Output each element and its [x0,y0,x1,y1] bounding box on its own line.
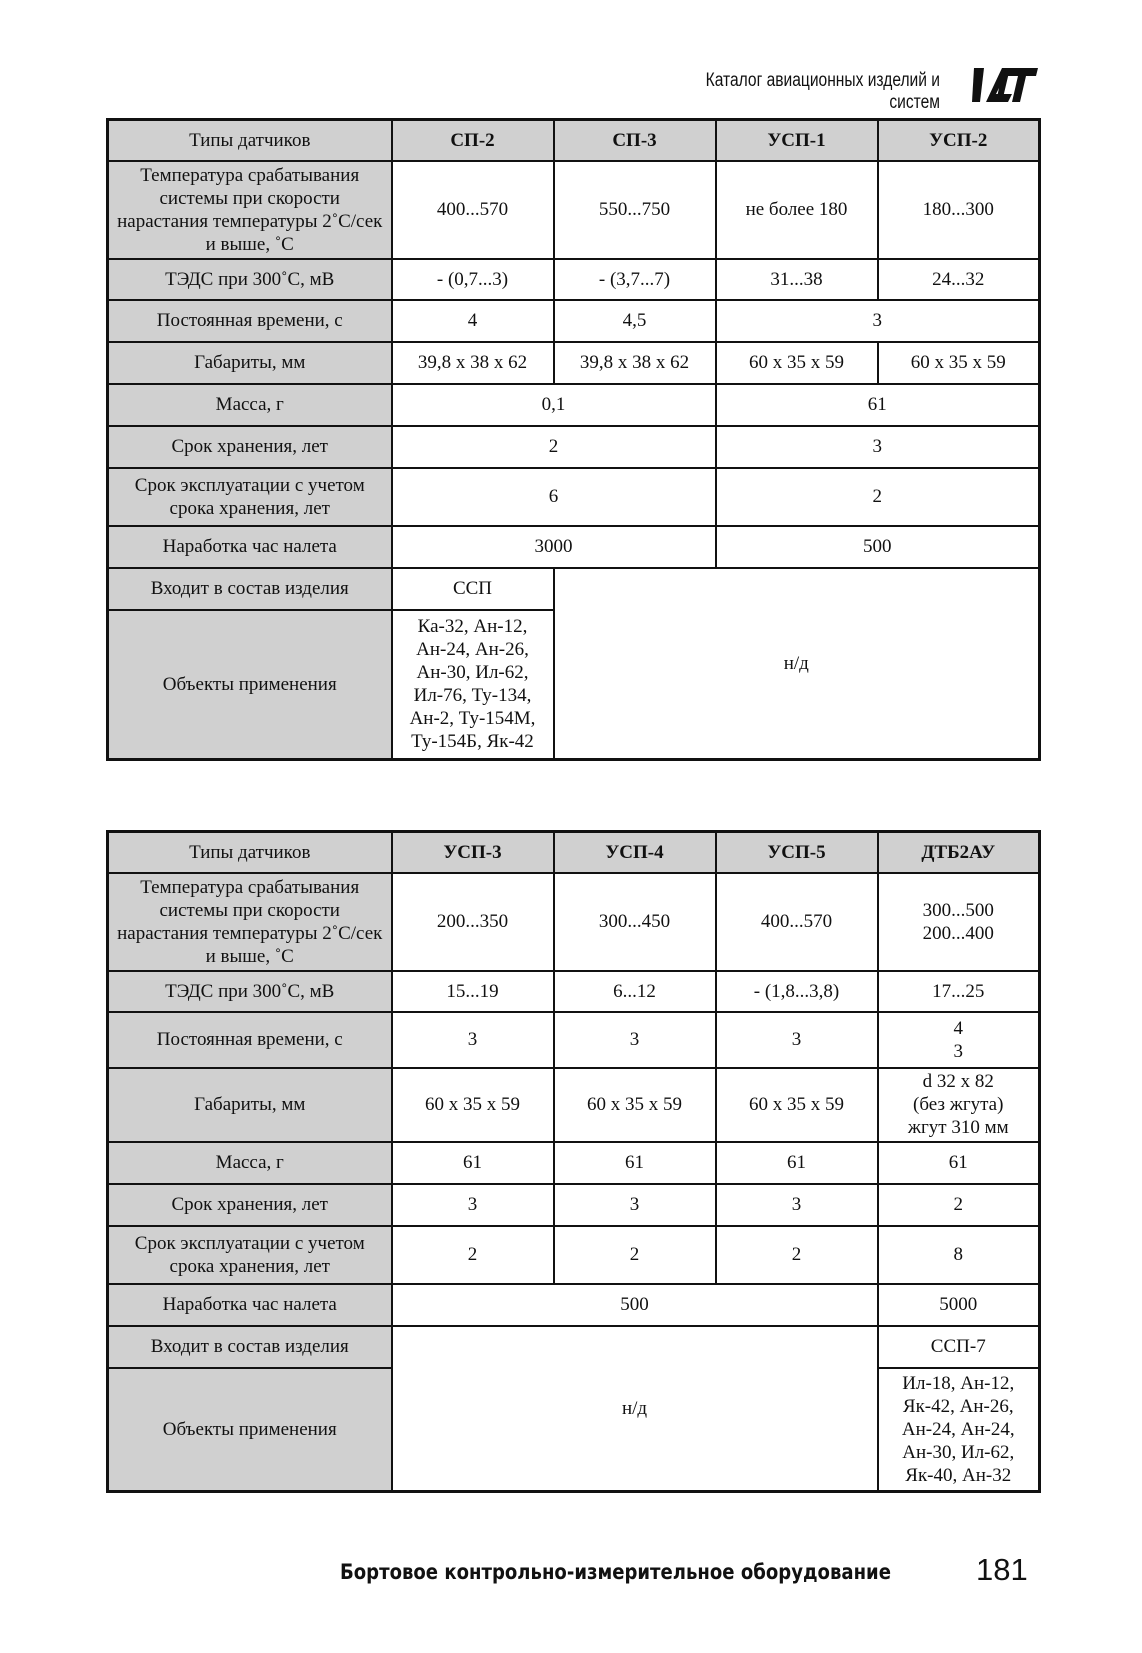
table-row [108,426,1040,468]
app-line: Ан-24, Ан-26, [416,639,529,661]
table-row [108,384,1040,426]
table-cell: 15...19 [392,971,554,1012]
table-cell: 60 x 35 x 59 [716,342,878,384]
table-cell: 6 [392,468,716,526]
table-cell: 2 [392,1226,554,1284]
app-line: Ан-30, Ил-62, [416,662,529,684]
cell-line: d 32 x 82 [922,1071,994,1092]
cell-line: жгут 310 мм [907,1117,1009,1138]
table-cell: 3 [716,1012,878,1068]
page-number: 181 [976,1552,1028,1587]
table-cell [878,873,1040,971]
app-line: Як-40, Ан-32 [905,1464,1012,1486]
table-cell: 2 [716,468,1040,526]
app-line: Ту-154Б, Як-42 [411,731,534,753]
table-cell: 3 [554,1184,716,1226]
table-cell: 500 [392,1284,878,1326]
row-label: Объекты применения [108,1368,392,1492]
table-row [108,342,1040,384]
sensor-table-2 [106,830,1041,1493]
table-row [108,1142,1040,1184]
row-label: Масса, г [108,1142,392,1184]
table-cell: 61 [878,1142,1040,1184]
row-label: Наработка час налета [108,1284,392,1326]
row-label: Постоянная времени, с [108,300,392,342]
table-cell: 3000 [392,526,716,568]
table-cell [878,1012,1040,1068]
table-cell: 2 [716,1226,878,1284]
table-cell: 61 [554,1142,716,1184]
table-cell: 500 [716,526,1040,568]
table-cell: 2 [554,1226,716,1284]
row-label: Постоянная времени, с [108,1012,392,1068]
row-label: Температура срабатывания системы при скорости нарастания температуры 2˚С/сек и выше, ˚С [108,873,392,971]
table-cell: - (1,8...3,8) [716,971,878,1012]
table-cell: 3 [554,1012,716,1068]
row-label: Срок хранения, лет [108,426,392,468]
table-cell-na: н/д [392,1326,878,1492]
table-row [108,1068,1040,1142]
table-cell: 24...32 [878,259,1040,300]
table-row [108,1184,1040,1226]
table-cell: 200...350 [392,873,554,971]
table-row [108,468,1040,526]
app-line: Ил-18, Ан-12, [902,1372,1015,1394]
row-label: ТЭДС при 300˚С, мВ [108,971,392,1012]
iat-logo-icon [972,64,1038,106]
column-header: УСП-4 [554,832,716,873]
column-header: УСП-1 [716,120,878,161]
table-cell-na: н/д [554,568,1040,760]
table-cell: 60 x 35 x 59 [716,1068,878,1142]
table-cell: 5000 [878,1284,1040,1326]
cell-line: 4 [953,1017,963,1039]
app-line: Як-42, Ан-26, [902,1395,1014,1417]
table-cell: 2 [392,426,716,468]
table-row [108,1284,1040,1326]
table-row [108,873,1040,971]
app-line: Ан-30, Ил-62, [902,1441,1015,1463]
row-label: Габариты, мм [108,1068,392,1142]
table-cell: 3 [716,426,1040,468]
cell-line: 3 [953,1040,963,1062]
table-cell: - (3,7...7) [554,259,716,300]
row-label: Срок эксплуатации с учетом срока хранения, лет [108,1226,392,1284]
table-cell: 60 x 35 x 59 [878,342,1040,384]
table-row [108,1012,1040,1068]
table-cell: 550...750 [554,161,716,259]
cell-line: 300...500 [922,899,994,921]
table-cell: 400...570 [716,873,878,971]
row-label: Масса, г [108,384,392,426]
row-label: Объекты применения [108,610,392,760]
table-cell: ССП-7 [878,1326,1040,1368]
column-header: УСП-3 [392,832,554,873]
row-label: Входит в состав изделия [108,1326,392,1368]
table-cell: 2 [878,1184,1040,1226]
table-cell: - (0,7...3) [392,259,554,300]
table-cell: 3 [392,1184,554,1226]
table-cell: 4 [392,300,554,342]
header-label: Типы датчиков [108,120,392,161]
column-header: СП-3 [554,120,716,161]
table-header-row [108,832,1040,873]
row-label: Входит в состав изделия [108,568,392,610]
row-label: Срок хранения, лет [108,1184,392,1226]
row-label: Наработка час налета [108,526,392,568]
row-label: ТЭДС при 300˚С, мВ [108,259,392,300]
table-cell: 8 [878,1226,1040,1284]
table-cell: 61 [716,1142,878,1184]
cell-line: (без жгута) [913,1094,1004,1115]
catalog-title: Каталог авиационных изделий и систем [705,70,940,113]
table-cell: 300...450 [554,873,716,971]
app-line: Ка-32, Ан-12, [417,616,528,638]
table-cell: 4,5 [554,300,716,342]
table-cell: 3 [716,1184,878,1226]
table-cell: 39,8 x 38 x 62 [554,342,716,384]
table-cell: 60 x 35 x 59 [554,1068,716,1142]
table-cell: 180...300 [878,161,1040,259]
table-cell: 3 [392,1012,554,1068]
table-cell: ССП [392,568,554,610]
column-header: ДТБ2АУ [878,832,1040,873]
table-row [108,300,1040,342]
table-cell: 31...38 [716,259,878,300]
table-cell-apps [392,610,554,760]
table-row [108,259,1040,300]
section-title: Бортовое контрольно-измерительное оборудование [340,1560,891,1584]
app-line: Ан-2, Ту-154М, [409,708,536,730]
table-cell: 39,8 x 38 x 62 [392,342,554,384]
table-cell: 400...570 [392,161,554,259]
sensor-table-1 [106,118,1041,761]
table-cell: 3 [716,300,1040,342]
table-cell: не более 180 [716,161,878,259]
cell-line: 200...400 [922,922,994,944]
table-cell: 60 x 35 x 59 [392,1068,554,1142]
table-cell: 6...12 [554,971,716,1012]
row-label: Температура срабатывания системы при скорости нарастания температуры 2˚С/сек и выше, ˚С [108,161,392,259]
table-row [108,1226,1040,1284]
table-cell: 61 [392,1142,554,1184]
table-cell [878,1068,1040,1142]
table-cell: 0,1 [392,384,716,426]
table-row [108,568,1040,610]
column-header: УСП-2 [878,120,1040,161]
table-row [108,161,1040,259]
table-cell: 61 [716,384,1040,426]
app-line: Ан-24, Ан-24, [901,1418,1015,1440]
table-row [108,526,1040,568]
table-row [108,971,1040,1012]
column-header: СП-2 [392,120,554,161]
app-line: Ил-76, Ту-134, [413,685,532,707]
table-header-row [108,120,1040,161]
row-label: Срок эксплуатации с учетом срока хранения, лет [108,468,392,526]
header-label: Типы датчиков [108,832,392,873]
row-label: Габариты, мм [108,342,392,384]
table-cell: 17...25 [878,971,1040,1012]
table-cell-apps [878,1368,1040,1492]
column-header: УСП-5 [716,832,878,873]
table-row [108,1326,1040,1368]
